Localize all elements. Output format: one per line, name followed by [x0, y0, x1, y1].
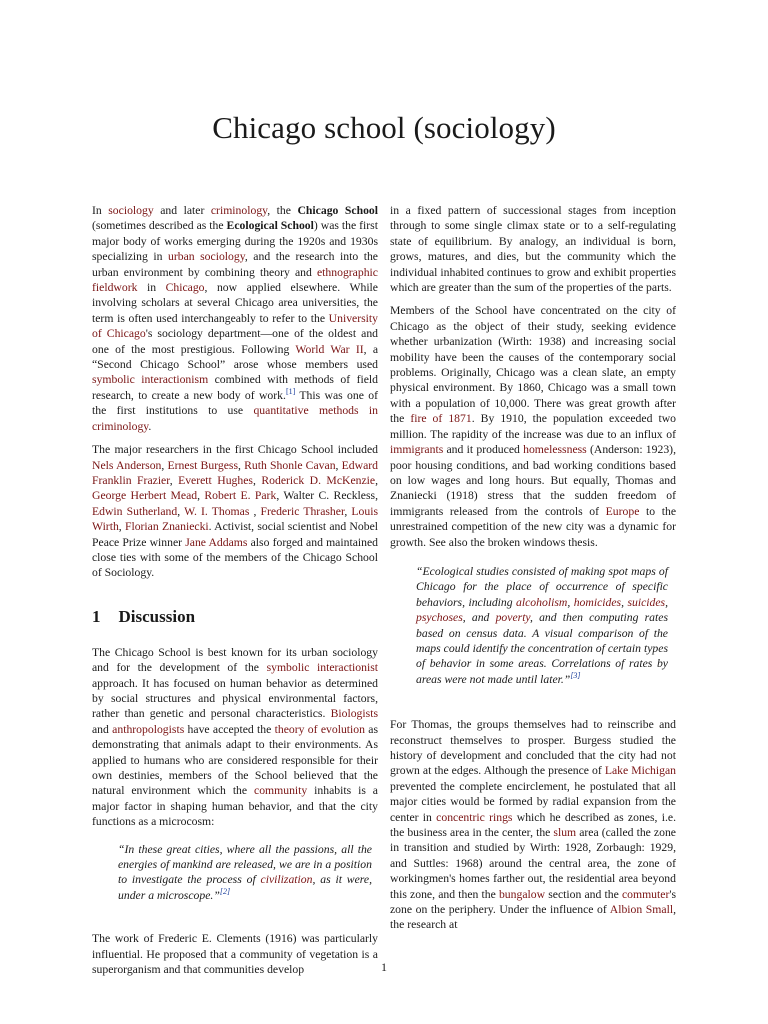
citation-link[interactable]: [3] — [570, 670, 581, 680]
text-run: , — [621, 595, 628, 609]
paragraph-succession — [390, 203, 676, 295]
text-run: inhabits is a major factor in shaping human behavior, and that the city functions as a microcosm: — [92, 784, 378, 829]
wiki-link[interactable]: Nels Anderson — [92, 458, 162, 472]
wiki-link[interactable]: University of Chicago — [92, 311, 378, 341]
quote-ecological-studies — [416, 564, 668, 687]
wiki-link[interactable]: criminology — [210, 204, 268, 217]
text-run: 's sociology department—one of the oldest and one of the most prestigious. Following — [92, 327, 379, 356]
wiki-link[interactable]: homelessness — [523, 443, 587, 457]
wiki-link[interactable]: immigrants — [390, 443, 444, 457]
text-run: . — [148, 419, 152, 433]
left-column — [92, 203, 378, 985]
wiki-link[interactable]: symbolic interactionism — [92, 373, 209, 387]
paragraph-researchers — [92, 442, 378, 581]
text-run: . By 1910, the population exceeded two million. The rapidity of the increase was due to an influx of — [390, 412, 676, 441]
paragraph-urbanization — [390, 303, 676, 550]
wiki-link[interactable]: community — [254, 784, 308, 798]
wiki-link[interactable]: quantitative methods in criminology — [92, 404, 379, 433]
text-run: approach. It has focused on human behavior as determined by social structures and physical environmental factors, rather than genetic and personal characteristics. — [92, 676, 378, 721]
wiki-link[interactable]: George Herbert Mead — [92, 489, 198, 503]
text-run: “In these great cities, where all the passions, all the energies of mankind are released, we are in a position to investigate the process of — [118, 842, 372, 887]
citation-link[interactable]: [2] — [219, 886, 231, 896]
text-run: , — [665, 595, 669, 609]
text-run: , — [197, 489, 205, 503]
wiki-link[interactable]: Frederic Thrasher — [260, 504, 345, 518]
text-run: prevented the complete encirclement, he postulated that all major cities would be formed by radial expansion from the center in — [390, 779, 676, 824]
text-run: , — [335, 458, 342, 472]
wiki-link[interactable]: slum — [553, 826, 577, 840]
wiki-link[interactable]: bungalow — [498, 887, 546, 901]
wiki-link[interactable]: ethnographic fieldwork — [92, 265, 378, 295]
wiki-link[interactable]: World War II — [295, 342, 364, 356]
text-run: “Ecological studies consisted of making spot maps of Chicago for the place of occurrence of specific behaviors, including — [416, 564, 668, 609]
text-run: In — [92, 204, 109, 217]
text-run: , — [118, 520, 125, 534]
wiki-link[interactable]: Edward Franklin Frazier — [92, 458, 379, 487]
wiki-link[interactable]: civilization — [260, 873, 313, 887]
wiki-link[interactable]: homicides — [573, 595, 622, 609]
wiki-link[interactable]: anthropologists — [112, 722, 185, 736]
text-run: Members of the School have concentrated on the city of Chicago as the object of their study, seeking evidence whether urbanization (Wirth: 1938) and increasing social mobility have been the causes of the contemporary social problems. Originally, Chicago was a clean slate, an empty physical environment. By 1860, Chicago was a small town with a population of 10,000. There was great growth after the — [390, 304, 676, 426]
text-run: combined with methods of field research, to create a new body of work. — [92, 373, 378, 402]
text-run: area (called the zone in transition and studied by Wirth: 1928, Zorbaugh: 1929, and Suttles: 1968) around the central area, the zone of workingmen's homes farther out, the residential area beyond this zone, and then the — [390, 826, 676, 901]
text-run: This was one of the first institutions to use — [92, 388, 378, 418]
section-heading — [92, 607, 378, 627]
wiki-link[interactable]: Albion Small — [609, 903, 674, 917]
paragraph-intro — [92, 203, 378, 434]
wiki-link[interactable]: suicides — [627, 595, 666, 609]
text-run: (Anderson: 1923), poor housing conditions, and bad working conditions based on low wages and long hours. But equally, Thomas and Znaniecki (1918) stress that the sudden freedom of immigrants released from the controls of — [390, 443, 677, 518]
bold-term: Chicago School — [297, 204, 379, 217]
text-run: , Walter C. Reckless, — [276, 489, 379, 503]
text-run: , now applied elsewhere. While involving scholars at several Chicago area universities, the term is often used interchangeably to refer to the — [92, 281, 378, 325]
text-run: , and — [462, 611, 496, 625]
text-run: ) was the first major body of works emerging during the 1920s and 1930s specializing in — [92, 219, 378, 264]
wiki-link[interactable]: Florian Znaniecki — [124, 520, 209, 534]
wiki-link[interactable]: psychoses — [416, 611, 463, 625]
text-run: , and the research into the urban environment by combining theory and — [92, 250, 378, 279]
wiki-link[interactable]: poverty — [495, 611, 530, 625]
wiki-link[interactable]: alcoholism — [516, 595, 568, 609]
text-run: , as it were, under a microscope.” — [118, 873, 373, 902]
paragraph-discussion — [92, 645, 378, 830]
text-run: as demonstrating that animals adapt to their environments. As applied to humans who are considered responsible for their own destinies, members of the School believed that the natural environment which the — [92, 722, 378, 798]
section-title: Discussion — [118, 606, 196, 626]
text-run: The work of Frederic E. Clements (1916) was particularly influential. He proposed that a community of vegetation is a superorganism and that communities develop — [92, 932, 378, 977]
wiki-link[interactable]: Jane Addams — [185, 535, 248, 549]
wiki-link[interactable]: Robert E. Park — [204, 489, 277, 503]
text-run: , — [177, 504, 185, 518]
text-run: 's zone on the periphery. Under the influence of — [390, 887, 676, 917]
text-run: section and the — [545, 887, 622, 901]
wiki-link[interactable]: sociology — [108, 204, 154, 217]
wiki-link[interactable]: W. I. Thomas — [184, 504, 250, 518]
wiki-link[interactable]: Louis Wirth — [92, 504, 379, 534]
text-run: to the unrestrained competition of the new city was a dynamic for growth. See also the broken windows thesis. — [390, 504, 677, 549]
wiki-link[interactable]: urban sociology — [167, 250, 245, 264]
wiki-link[interactable]: Europe — [605, 504, 640, 518]
text-run: , — [249, 504, 261, 518]
text-run: , — [161, 458, 168, 472]
text-run: have accepted the — [184, 722, 275, 736]
page-title: Chicago school (sociology) — [212, 110, 556, 145]
wiki-link[interactable]: Everett Hughes — [178, 473, 253, 487]
text-run: , — [375, 473, 379, 487]
text-run: and later — [153, 204, 211, 217]
text-run: , and then computing rates based on census data. A visual comparison of the maps could identify the concentration of certain types of behavior in some areas. Correlations of rates by areas were not made until later.” — [416, 611, 669, 686]
text-run: , — [344, 504, 352, 518]
text-run: , — [252, 473, 262, 487]
text-run: , a “Second Chicago School” arose whose members used — [92, 342, 378, 372]
right-column — [390, 203, 676, 941]
wiki-link[interactable]: theory of evolution — [274, 722, 365, 736]
bold-term: Ecological School — [226, 219, 314, 233]
citation-link[interactable]: [1] — [285, 386, 296, 396]
text-run: , — [238, 458, 245, 472]
wiki-link[interactable]: Ernest Burgess — [167, 458, 239, 472]
text-run: , — [567, 595, 574, 609]
text-run: The Chicago School is best known for its urban sociology and for the development of the — [92, 645, 378, 675]
text-run: , the — [267, 204, 298, 217]
text-run: , — [169, 473, 179, 487]
text-run: in — [137, 281, 166, 295]
wiki-link[interactable]: fire of 1871 — [410, 412, 472, 426]
wiki-link[interactable]: Edwin Sutherland — [92, 504, 178, 518]
wiki-link[interactable]: symbolic interactionist — [266, 661, 378, 675]
text-run: (sometimes described as the — [92, 219, 227, 233]
quote-microscope — [118, 842, 372, 904]
text-run: and — [92, 722, 113, 736]
wiki-link[interactable]: Chicago — [165, 281, 205, 295]
text-run: For Thomas, the groups themselves had to reinscribe and reconstruct themselves to prosper. Burgess studied the history of development and concluded that the city had not grown at the edges. Although the presence of — [390, 718, 676, 778]
paragraph-burgess — [390, 717, 676, 933]
section-number: 1 — [92, 606, 101, 626]
wiki-link[interactable]: commuter — [621, 887, 670, 901]
text-run: also forged and maintained close ties with some of the members of the Chicago School of Sociology. — [92, 535, 379, 580]
text-run: in a fixed pattern of successional stages from inception through to some single climax state or to a self-regulating state of equilibrium. By analogy, an individual is born, grows, matures, and dies, but the community which the individual inhabited continues to grow and exhibit properties which are greater than the sum of the properties of the parts. — [390, 204, 676, 295]
wiki-link[interactable]: Lake Michigan — [604, 764, 676, 778]
wiki-link[interactable]: Roderick D. McKenzie — [261, 473, 376, 487]
text-run: , the research at — [390, 903, 676, 932]
text-run: The major researchers in the first Chicago School included — [92, 443, 378, 457]
wiki-link[interactable]: Biologists — [330, 707, 378, 721]
text-run: and it produced — [443, 443, 524, 457]
text-run: which he described as zones, i.e. the business area in the center, the — [390, 810, 676, 840]
wiki-link[interactable]: Ruth Shonle Cavan — [244, 458, 336, 472]
text-run: . Activist, social scientist and Nobel Peace Prize winner — [92, 520, 378, 549]
page-number: 1 — [381, 960, 387, 974]
wiki-link[interactable]: concentric rings — [436, 810, 513, 824]
